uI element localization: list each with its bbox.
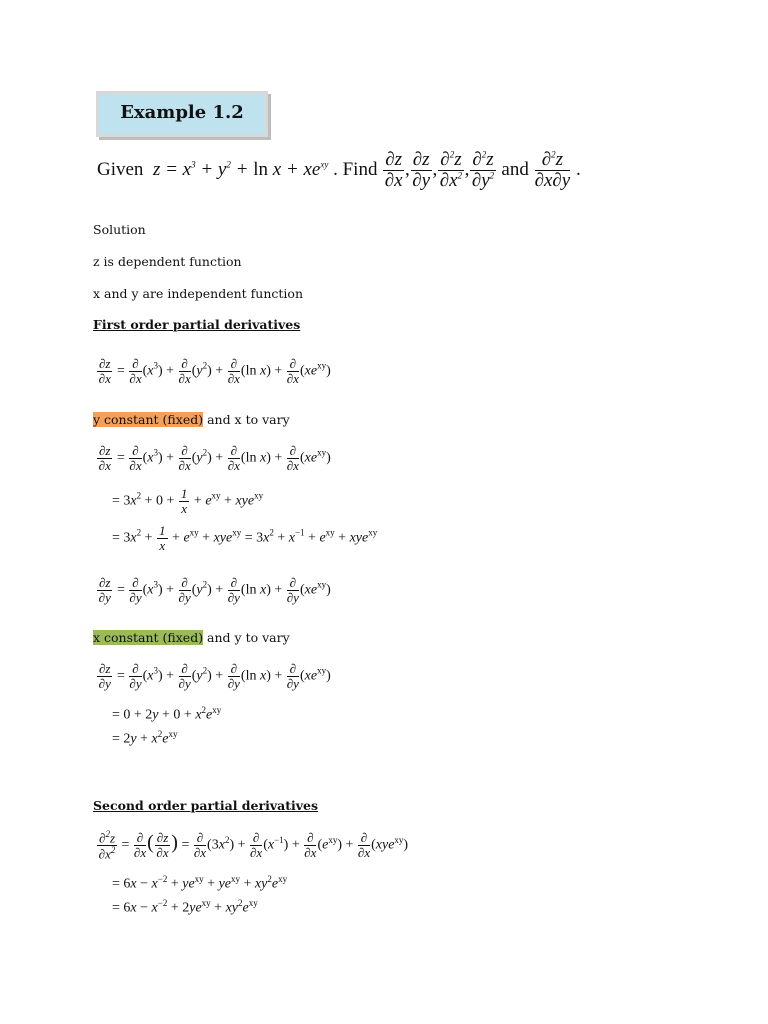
equation-4b: = $2y + x^2e^{xy}$ (112, 729, 178, 747)
equation-3: $\frac{\partial z}{\partial y}$ = $\frac{\partial}{\partial y}$ $(x^3)$ + $\frac{\partial}{\partial y}$ $(y^2)$ + $\frac{\partial}{\partial y}$ (ln x) + $\frac{\partial}{\partial y}$ $(xe^{xy})$ (98, 575, 331, 605)
equation-5a: = $6x - x^{-2} + ye^{xy} + ye^{xy} + xy^2e^{xy}$ (112, 874, 288, 892)
y-constant-tail: and x to vary (203, 412, 290, 427)
target-dzdx: $\frac{\partial z}{\partial x}$ (384, 149, 403, 191)
solution-label: Solution (93, 222, 146, 237)
equation-5b: = $6x - x^{-2} + 2ye^{xy} + xy^2e^{xy}$ (112, 898, 258, 916)
target-dzdy: $\frac{\partial z}{\partial y}$ (412, 149, 431, 191)
second-order-heading: Second order partial derivatives (93, 798, 318, 813)
y-constant-highlight: y constant (fixed) (93, 412, 204, 427)
y-constant-line (93, 412, 290, 427)
equation-2: $\frac{\partial z}{\partial x}$ = $\frac{\partial}{\partial x}$ $(x^3)$ + $\frac{\partial}{\partial x}$ $(y^2)$ + $\frac{\partial}{\partial x}$ (ln x) + $\frac{\partial}{\partial x}$ $(xe^{xy})$ (98, 443, 331, 473)
target-d2zdy2: $\frac{\partial^2z}{\partial y^2}$ (471, 149, 495, 191)
equation-4: $\frac{\partial z}{\partial y}$ = $\frac{\partial}{\partial y}$ $(x^3)$ + $\frac{\partial}{\partial y}$ $(y^2)$ + $\frac{\partial}{\partial y}$ (ln x) + $\frac{\partial}{\partial y}$ $(xe^{xy})$ (98, 661, 331, 691)
given-statement: Given $z = x^3 + y^2 + \ln x + xe^{xy}$ . Find $\frac{\partial z}{\partial x}$ , $\frac{\partial z}{\partial y}$ , $\frac{\partial^2z}{\partial x^2}$ , $\frac{\partial^2z}{\partial y^2}$ and $\frac{\partial^2z}{\partial x\partial y}$ . (97, 149, 581, 191)
x-constant-line (93, 630, 290, 645)
given-lead: Given (97, 158, 144, 180)
equation-1: $\frac{\partial z}{\partial x}$ = $\frac{\partial}{\partial x}$ $(x^3)$ + $\frac{\partial}{\partial x}$ $(y^2)$ + $\frac{\partial}{\partial x}$ (ln x) + $\frac{\partial}{\partial x}$ $(xe^{xy})$ (98, 356, 331, 386)
equation-5: $\frac{\partial^2z}{\partial x^2}$ = $\frac{\partial}{\partial x}$ ( $\frac{\partial z}{\partial x}$ ) = $\frac{\partial}{\partial x}$ $(3x^2)$ + $\frac{\partial}{\partial x}$ $(x^{-1})$ + $\frac{\partial}{\partial x}$ $(e^{xy})$ + $\frac{\partial}{\partial x}$ (xye$^{xy}$) (98, 829, 409, 862)
x-constant-tail: and y to vary (203, 630, 290, 645)
equation-2b: = $3x^2$ + $\frac{1}{x}$ + $e^{xy} + xye^{xy} = 3x^2 + x^{-1} + e^{xy} + xye^{xy}$ (112, 523, 378, 553)
equation-2a: = $3x^2 + 0$ + $\frac{1}{x}$ + $e^{xy} + xye^{xy}$ (112, 486, 264, 516)
dependent-line: z is dependent function (93, 254, 242, 269)
target-d2zdxdy: $\frac{\partial^2z}{\partial x\partial y}$ (534, 149, 571, 191)
example-title: Example 1.2 (120, 102, 244, 123)
independent-line: x and y are independent function (93, 286, 304, 301)
first-order-heading: First order partial derivatives (93, 317, 301, 332)
given-and: and (501, 158, 529, 180)
given-find: . Find (333, 158, 378, 180)
example-title-box (96, 91, 268, 137)
target-d2zdx2: $\frac{\partial^2z}{\partial x^2}$ (439, 149, 463, 191)
given-equation: $z = x^3 + y^2 + \ln x + xe^{xy}$ (152, 158, 329, 180)
equation-4a: = $0 + 2y + 0 + x^2e^{xy}$ (112, 705, 222, 723)
x-constant-highlight: x constant (fixed) (93, 630, 204, 645)
